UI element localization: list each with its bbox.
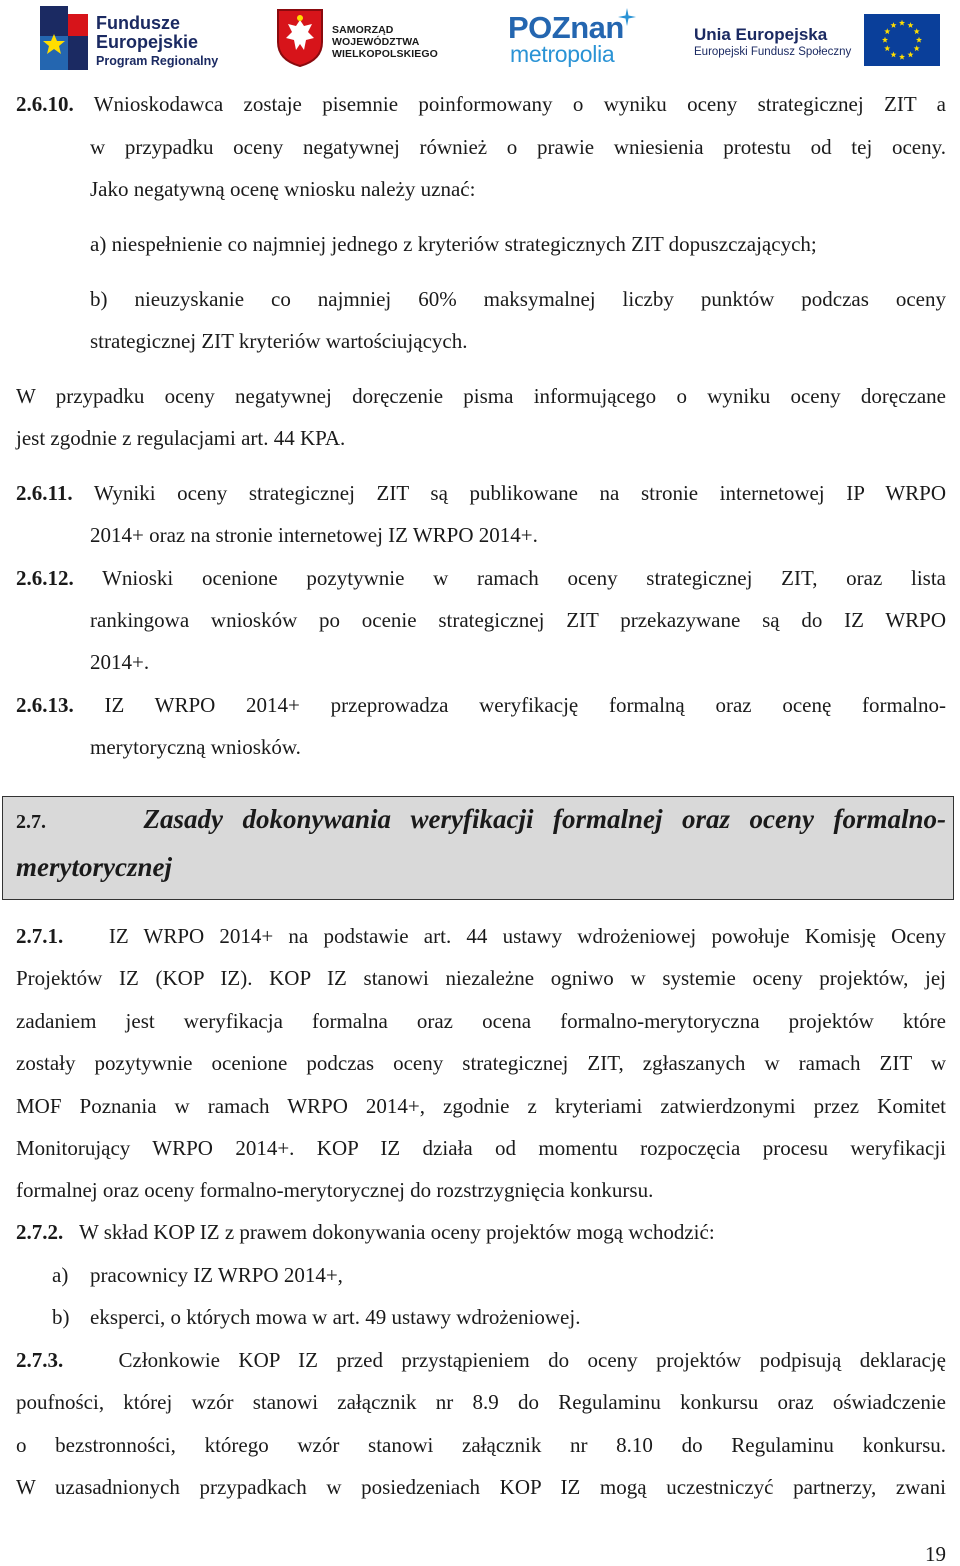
section-number: 2.7.2. (16, 1220, 64, 1244)
paragraph-line (16, 92, 946, 117)
star-icon (618, 8, 636, 26)
list-item-label: b) (52, 1305, 70, 1329)
paragraph-line: MOF Poznania w ramach WRPO 2014+, zgodnie z kryteriami zatwierdzonymi przez Komitet (16, 1094, 946, 1118)
paragraph-line: merytoryczną wniosków. (90, 735, 301, 759)
paragraph-line (16, 481, 946, 506)
fe-name-line1: Fundusze (96, 13, 180, 33)
sw-name-line2: WIELKOPOLSKIEGO (332, 48, 438, 60)
paragraph-line: 2014+ oraz na stronie internetowej IZ WRPO 2014+. (90, 523, 538, 547)
fundusze-europejskie-mark-icon (38, 6, 90, 72)
list-item: b) nieuzyskanie co najmniej 60% maksymalnej liczby punktów podczas oceny (90, 287, 946, 311)
paragraph-line: o bezstronności, którego wzór stanowi załącznik nr 8.10 do Regulaminu konkursu. (16, 1433, 946, 1457)
fundusze-europejskie-logo (38, 6, 243, 72)
sw-name-line1: SAMORZĄD WOJEWÓDZTWA (332, 24, 420, 48)
paragraph-text: Członkowie KOP IZ przed przystąpieniem do oceny projektów podpisują deklarację (118, 1348, 946, 1372)
paragraph-text: IZ WRPO 2014+ przeprowadza weryfikację formalną oraz ocenę formalno- (104, 693, 946, 717)
list-item-continuation: strategicznej ZIT kryteriów wartościujących. (90, 329, 468, 353)
section-number: 2.6.13. (16, 693, 74, 717)
page-number: 19 (925, 1542, 946, 1566)
ue-fund-name: Europejski Fundusz Społeczny (694, 46, 852, 58)
paragraph-line: rankingowa wniosków po ocenie strategicznej ZIT przekazywane są do IZ WRPO (90, 608, 946, 632)
paragraph-line: Projektów IZ (KOP IZ). KOP IZ stanowi niezależne ogniwo w systemie oceny projektów, jej (16, 966, 946, 990)
paragraph-line: jest zgodnie z regulacjami art. 44 KPA. (16, 426, 346, 450)
section-number: 2.6.12. (16, 566, 74, 590)
list-item-label: a) (52, 1263, 69, 1287)
section-number: 2.7.3. (16, 1348, 64, 1372)
list-item: pracownicy IZ WRPO 2014+, (90, 1263, 343, 1287)
section-heading-line: merytorycznej (16, 852, 172, 882)
section-title: Zasady dokonywania weryfikacji formalnej oraz oceny formalno- (143, 804, 947, 834)
section-number: 2.6.10. (16, 92, 74, 116)
paragraph-line (16, 693, 946, 718)
eagle-shield-icon (276, 8, 324, 68)
section-number: 2.7.1. (16, 924, 64, 948)
paragraph-line: Jako negatywną ocenę wniosku należy uznać: (90, 177, 476, 201)
paragraph-line (16, 566, 946, 591)
paragraph-text: IZ WRPO 2014+ na podstawie art. 44 ustawy wdrożeniowej powołuje Komisję Oceny (108, 924, 946, 948)
logo-header (0, 0, 960, 80)
fe-name-line2: Europejskie (96, 32, 199, 52)
paragraph-text: Wnioskodawca zostaje pisemnie poinformowany o wyniku oceny strategicznej ZIT a (93, 92, 946, 116)
paragraph-line: w przypadku oceny negatywnej również o prawie wniesienia protestu od tej oceny. (90, 135, 946, 159)
paragraph-line: W uzasadnionych przypadkach w posiedzeniach KOP IZ mogą uczestniczyć partnerzy, zwani (16, 1475, 946, 1499)
unia-europejska-logo (694, 6, 944, 72)
eu-flag-icon (864, 14, 940, 66)
list-item: eksperci, o których mowa w art. 49 ustawy wdrożeniowej. (90, 1305, 581, 1329)
paragraph-text: Wnioski ocenione pozytywnie w ramach oceny strategicznej ZIT, oraz lista (102, 566, 946, 590)
section-number: 2.6.11. (16, 481, 73, 505)
paragraph-line: zadaniem jest weryfikacja formalna oraz ocena formalno-merytoryczna projektów które (16, 1009, 946, 1033)
paragraph-line: poufności, której wzór stanowi załącznik nr 8.9 do Regulaminu konkursu oraz oświadczenie (16, 1390, 946, 1414)
section-heading-line (16, 803, 946, 838)
ue-name: Unia Europejska (694, 25, 828, 44)
paragraph-line: zostały pozytywnie ocenione podczas oceny strategicznej ZIT, zgłaszanych w ramach ZIT w (16, 1051, 946, 1075)
paragraph-line: W przypadku oceny negatywnej doręczenie pisma informującego o wyniku oceny doręczane (16, 384, 946, 408)
paragraph-line (16, 924, 946, 949)
samorzad-wojewodztwa-logo (276, 6, 476, 72)
paragraph-text: W skład KOP IZ z prawem dokonywania oceny projektów mogą wchodzić: (79, 1220, 715, 1244)
paragraph-line: formalnej oraz oceny formalno-merytorycznej do rozstrzygnięcia konkursu. (16, 1178, 654, 1202)
pm-name-line2: metropolia (510, 41, 615, 67)
paragraph-text: Wyniki oceny strategicznej ZIT są publikowane na stronie internetowej IP WRPO (93, 481, 947, 505)
list-item: a) niespełnienie co najmniej jednego z kryteriów strategicznych ZIT dopuszczających; (90, 232, 817, 256)
section-heading-box (2, 796, 954, 900)
paragraph-line: 2014+. (90, 650, 150, 674)
paragraph-line: Monitorujący WRPO 2014+. KOP IZ działa od momentu rozpoczęcia procesu weryfikacji (16, 1136, 946, 1160)
pm-name-line1: POZnan (508, 10, 624, 45)
paragraph-line (16, 1348, 946, 1373)
poznan-metropolia-logo (508, 6, 638, 72)
section-number: 2.7. (16, 811, 46, 833)
fe-program-name: Program Regionalny (96, 54, 219, 68)
paragraph-line (16, 1220, 715, 1245)
